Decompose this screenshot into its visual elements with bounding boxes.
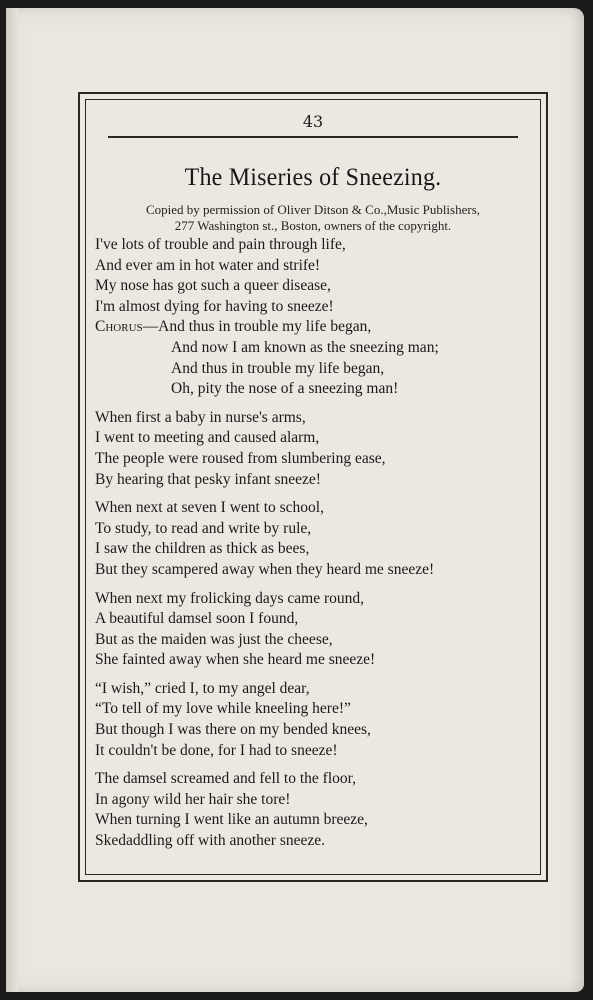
- lyric-line: “I wish,” cried I, to my angel dear,: [95, 679, 310, 697]
- copyright-line: Copied by permission of Oliver Ditson & Co.,Music Publishers,: [145, 202, 481, 217]
- lyric-line: The people were roused from slumbering ease,: [95, 449, 386, 467]
- header-rule: [108, 136, 518, 138]
- lyric-line: My nose has got such a queer disease,: [95, 277, 331, 295]
- verse-2: [95, 408, 536, 490]
- lyric-line: But they scampered away when they heard me sneeze!: [95, 560, 435, 578]
- lyric-line: By hearing that pesky infant sneeze!: [95, 470, 321, 488]
- lyric-line: To study, to read and write by rule,: [95, 519, 312, 537]
- lyric-line: I went to meeting and caused alarm,: [95, 429, 320, 447]
- book-page: [6, 8, 584, 992]
- copyright-notice: [98, 202, 528, 234]
- copyright-line: 277 Washington st., Boston, owners of the copyright.: [174, 218, 452, 233]
- chorus-line: Oh, pity the nose of a sneezing man!: [171, 380, 399, 398]
- lyric-line: The damsel screamed and fell to the floor,: [95, 770, 357, 788]
- lyric-line: A beautiful damsel soon I found,: [95, 610, 299, 628]
- verse-4: [95, 589, 536, 671]
- lyric-text: —And thus in trouble my life began,: [142, 318, 372, 336]
- lyric-line: When next my frolicking days came round,: [95, 589, 365, 607]
- chorus-line: And thus in trouble my life began,: [171, 359, 385, 377]
- lyric-line: But as the maiden was just the cheese,: [95, 630, 333, 648]
- lyric-line: But though I was there on my bended knees,: [95, 721, 371, 739]
- chorus-first-line: [95, 317, 536, 338]
- page-border: [78, 92, 548, 882]
- song-title: The Miseries of Sneezing.: [184, 164, 442, 191]
- verse-1: [95, 235, 536, 400]
- lyric-line: She fainted away when she heard me sneeze!: [95, 651, 376, 669]
- lyric-line: I saw the children as thick as bees,: [95, 540, 310, 558]
- lyric-line: In agony wild her hair she tore!: [95, 790, 291, 808]
- chorus-label: Chorus: [95, 318, 143, 336]
- lyric-line: “To tell of my love while kneeling here!”: [95, 700, 351, 718]
- verse-5: [95, 679, 536, 761]
- lyric-line: It couldn't be done, for I had to sneeze!: [95, 741, 338, 759]
- lyric-line: When next at seven I went to school,: [95, 499, 324, 517]
- verse-6: [95, 769, 536, 851]
- lyric-line: I've lots of trouble and pain through life,: [95, 236, 346, 253]
- page-number: 43: [302, 112, 324, 131]
- verse-3: [95, 498, 536, 580]
- lyric-line: And ever am in hot water and strife!: [95, 256, 321, 274]
- lyric-line: I'm almost dying for having to sneeze!: [95, 297, 334, 315]
- song-lyrics: [95, 235, 536, 860]
- chorus-line: And now I am known as the sneezing man;: [171, 338, 439, 356]
- book-spine: [6, 8, 18, 992]
- lyric-line: When first a baby in nurse's arms,: [95, 408, 306, 426]
- lyric-line: Skedaddling off with another sneeze.: [95, 832, 325, 850]
- lyric-line: When turning I went like an autumn breeze,: [95, 811, 368, 829]
